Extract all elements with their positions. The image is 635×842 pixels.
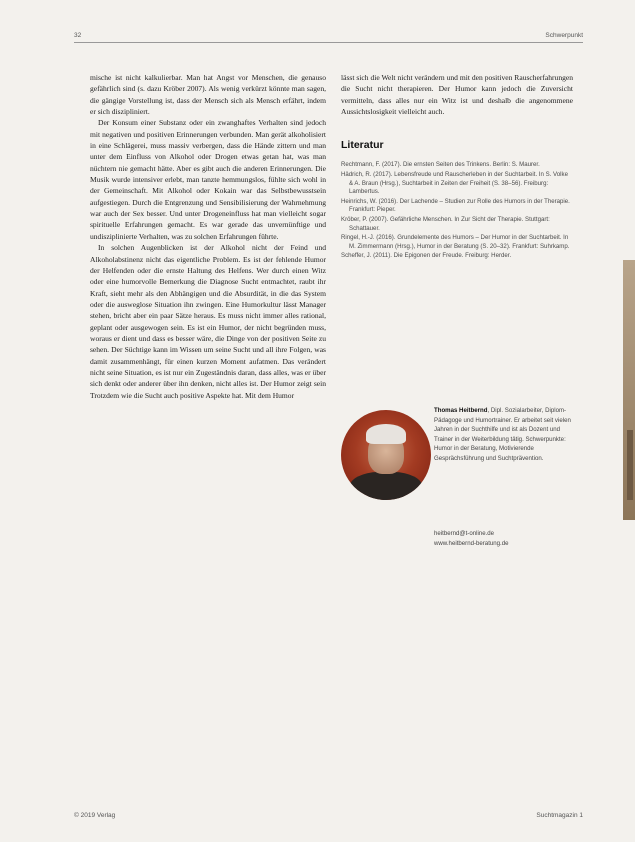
reference-item: Ringel, H.-J. (2016). Grundelemente des Humors – Der Humor in der Suchtarbeit. In M. Zimmermann (Hrsg.), Humor in der Beratung (S. 20–32). Frankfurt: Suhrkamp. — [341, 234, 570, 250]
reference-item: Scheffer, J. (2011). Die Epigonen der Freude. Freiburg: Herder. — [341, 252, 512, 260]
paragraph: Der Konsum einer Substanz oder ein zwanghaftes Verhalten sind jedoch mit negativen und positiven Erinnerungen verbunden. Man gerät alkoholisiert in eine Schlägerei, muss massiv verbergen, dass die Hände zittern und man unter dem Einfluss von Alkohol oder Drogen etwas getan hat, was man nüchtern nie gemacht hätte. Aber es gibt auch die anderen Erinnerungen. Die Musik wurde intensiver erlebt, man tanzte hemmungslos, fühlte sich wohl in der Gemeinschaft. Mit Alkohol oder Kokain war das Selbstbewusstsein aufgestiegen. Durch die Entgrenzung und Sensibilisierung der Wahrnehmung war auch der Sex besser. Und unter Drogeneinfluss hat man vielleicht sogar spirituelle Erfahrungen gemacht. Es war gerade das unvernünftige und undisziplinierte Verhalten, was zu solchen Erfahrungen führte. — [90, 118, 326, 241]
paragraph: lässt sich die Welt nicht verändern und mit den positiven Rauscherfahrungen die Sucht nicht therapieren. Der Humor kann jedoch die Zuversicht vermitteln, dass alles nur ein Witz ist und deshalb die angenommene Aussichtslosigkeit vielleicht auch. — [341, 73, 573, 117]
page-number: 32 — [74, 32, 82, 39]
paragraph: mische ist nicht kalkulierbar. Man hat Angst vor Menschen, die genauso gefährlich sind (s. dazu Kröber 2007). Als wenig verkürzt könnte man sagen, die gängige Vorstellung ist, dass der Mensch sich als Mensch erfährt, indem er sich diszipliniert. — [90, 73, 326, 117]
reference-list — [341, 161, 573, 261]
author-name: Thomas Heitbernd — [434, 407, 488, 414]
reference-item: Heinrichs, W. (2016). Der Lachende – Studien zur Rolle des Humors in der Therapie. Frankfurt: Pieper. — [341, 197, 570, 214]
author-photo-body — [349, 472, 423, 500]
author-photo — [341, 410, 431, 500]
author-contact — [434, 529, 509, 548]
author-box — [341, 406, 573, 556]
author-bio: Thomas Heitbernd, Dipl. Sozialarbeiter, Diplom-Pädagoge und Humortrainer. Er arbeitet seit vielen Jahren in der Suchthilfe und ist als Dozent und Trainer in der Weiterbildung tätig. Schwerpunkte: Humor in der Beratung, Motivierende Gesprächsführung und Suchtprävention. — [434, 407, 571, 462]
author-website[interactable]: www.heitbernd-beratung.de — [434, 539, 509, 547]
author-photo-hair — [366, 424, 406, 444]
paragraph: In solchen Augenblicken ist der Alkohol nicht der Feind und Alkoholabstinenz nicht das eigentliche Problem. Es ist der fehlende Humor der Helfenden oder die ernste Haltung des Helfens. Wer durch einen Witz oder eine humorvolle Bemerkung die Diagnose Sucht entmachtet, raubt ihr Kraft, sieht mehr als den Abhängigen und die Absurdität, in die das System oder die ausweglose Situation ihn zwingen. Eine Humorkultur lässt Manager stehen, bricht aber ein paar Sätze heraus. Es muss nicht immer alles rational, geplant oder ausgewogen sein. Es ist ein Humor, der nicht begründen muss, woraus er dient und dass es besser wäre, die Dinge von der positiven Seite zu sehen. Der Süchtige kann im Wissen um seine Sucht und all ihre Folgen, was damit zusammenhängt, für einen kurzen Moment aufatmen. Das verändert nicht seine Situation, es ist nur ein Zugeständnis daran, dass alles, was er über sich denkt oder anderer über ihn denken, nicht alles ist. Der Humor zeigt sein Trotzdem wie die Sucht auch positive Aspekte hat. Mit dem Humor — [90, 243, 326, 400]
header-rule — [74, 42, 583, 43]
section-title: Schwerpunkt — [545, 32, 583, 39]
footer-journal: Suchtmagazin 1 — [536, 812, 583, 819]
footer-publisher: © 2019 Verlag — [74, 812, 116, 819]
left-column — [90, 72, 326, 401]
reference-item: Rechtmann, F. (2017). Die ernsten Seiten des Trinkens. Berlin: S. Maurer. — [341, 161, 540, 169]
reference-item: Kröber, P. (2007). Gefährliche Menschen. In Zur Sicht der Therapie. Stuttgart: Schattauer. — [341, 215, 550, 232]
literature-heading: Literatur — [341, 139, 384, 152]
right-column — [341, 72, 573, 262]
reference-item: Hädrich, R. (2017). Lebensfreude und Rauscherleben in der Suchtarbeit. In S. Volke & A. Braun (Hrsg.), Suchtarbeit in Zeiten der Freiheit (S. 38–56). Freiburg: Lambertus. — [341, 170, 568, 196]
author-email[interactable]: heitbernd@t-online.de — [434, 530, 495, 537]
author-bio-text: Dipl. Sozialarbeiter, Diplom-Pädagoge und Humortrainer. Er arbeitet seit vielen Jahren in der Suchthilfe und ist als Dozent und Trainer in der Weiterbildung tätig. Schwerpunkte: Humor in der Beratung, Motivierende Gesprächsführung und Suchtprävention. — [434, 407, 571, 462]
side-tab-marker — [627, 430, 633, 500]
